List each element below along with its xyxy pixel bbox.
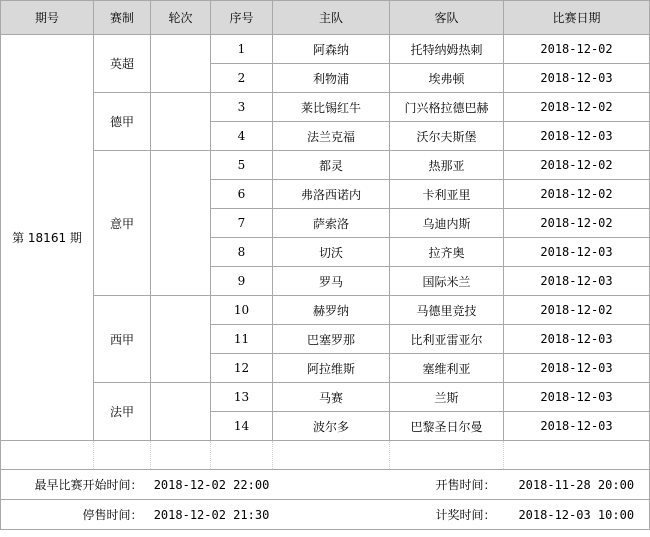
stop-sale-label: 停售时间： — [1, 500, 151, 530]
footer-empty-cell — [273, 470, 390, 500]
match-date-cell: 2018-12-02 — [504, 93, 650, 122]
away-team-cell: 沃尔夫斯堡 — [390, 122, 504, 151]
home-team-cell: 阿森纳 — [273, 35, 390, 64]
away-team-cell: 比利亚雷亚尔 — [390, 325, 504, 354]
away-team-cell: 埃弗顿 — [390, 64, 504, 93]
home-team-cell: 赫罗纳 — [273, 296, 390, 325]
seq-cell: 5 — [211, 151, 273, 180]
away-team-cell: 塞维利亚 — [390, 354, 504, 383]
spacer-row — [1, 441, 650, 470]
away-team-cell: 国际米兰 — [390, 267, 504, 296]
away-team-cell: 托特纳姆热刺 — [390, 35, 504, 64]
header-away: 客队 — [390, 1, 504, 35]
table-row — [1, 93, 650, 122]
round-cell — [151, 383, 211, 441]
seq-cell: 13 — [211, 383, 273, 412]
seq-cell: 3 — [211, 93, 273, 122]
table-row — [1, 151, 650, 180]
round-cell — [151, 151, 211, 296]
home-team-cell: 法兰克福 — [273, 122, 390, 151]
spacer-cell — [151, 441, 211, 470]
table-row — [1, 35, 650, 64]
seq-cell: 10 — [211, 296, 273, 325]
home-team-cell: 切沃 — [273, 238, 390, 267]
match-date-cell: 2018-12-03 — [504, 122, 650, 151]
home-team-cell: 巴塞罗那 — [273, 325, 390, 354]
sale-open-value: 2018-11-28 20:00 — [504, 470, 650, 500]
seq-cell: 12 — [211, 354, 273, 383]
draw-time-label: 计奖时间： — [390, 500, 504, 530]
home-team-cell: 罗马 — [273, 267, 390, 296]
footer-empty-cell — [273, 500, 390, 530]
round-cell — [151, 296, 211, 383]
match-date-cell: 2018-12-03 — [504, 412, 650, 441]
league-cell: 法甲 — [94, 383, 151, 441]
match-date-cell: 2018-12-02 — [504, 151, 650, 180]
match-date-cell: 2018-12-02 — [504, 35, 650, 64]
spacer-cell — [273, 441, 390, 470]
home-team-cell: 波尔多 — [273, 412, 390, 441]
home-team-cell: 利物浦 — [273, 64, 390, 93]
match-date-cell: 2018-12-03 — [504, 267, 650, 296]
seq-cell: 1 — [211, 35, 273, 64]
league-cell: 意甲 — [94, 151, 151, 296]
period-cell: 第 18161 期 — [1, 35, 94, 441]
header-seq: 序号 — [211, 1, 273, 35]
seq-cell: 4 — [211, 122, 273, 151]
header-league: 赛制 — [94, 1, 151, 35]
league-cell: 德甲 — [94, 93, 151, 151]
seq-cell: 2 — [211, 64, 273, 93]
match-date-cell: 2018-12-03 — [504, 354, 650, 383]
away-team-cell: 卡利亚里 — [390, 180, 504, 209]
header-row — [1, 1, 650, 35]
table-row — [1, 383, 650, 412]
match-date-cell: 2018-12-02 — [504, 296, 650, 325]
league-cell: 英超 — [94, 35, 151, 93]
away-team-cell: 马德里竞技 — [390, 296, 504, 325]
earliest-start-value: 2018-12-02 22:00 — [151, 470, 273, 500]
earliest-start-label: 最早比赛开始时间： — [1, 470, 151, 500]
sale-open-label: 开售时间： — [390, 470, 504, 500]
footer-row-earliest — [1, 470, 650, 500]
seq-cell: 8 — [211, 238, 273, 267]
header-date: 比赛日期 — [504, 1, 650, 35]
match-date-cell: 2018-12-03 — [504, 325, 650, 354]
away-team-cell: 乌迪内斯 — [390, 209, 504, 238]
header-home: 主队 — [273, 1, 390, 35]
match-date-cell: 2018-12-02 — [504, 209, 650, 238]
match-date-cell: 2018-12-03 — [504, 64, 650, 93]
round-cell — [151, 35, 211, 93]
home-team-cell: 弗洛西诺内 — [273, 180, 390, 209]
away-team-cell: 拉齐奥 — [390, 238, 504, 267]
home-team-cell: 都灵 — [273, 151, 390, 180]
away-team-cell: 门兴格拉德巴赫 — [390, 93, 504, 122]
spacer-cell — [94, 441, 151, 470]
header-round: 轮次 — [151, 1, 211, 35]
footer-row-stop — [1, 500, 650, 530]
seq-cell: 7 — [211, 209, 273, 238]
draw-time-value: 2018-12-03 10:00 — [504, 500, 650, 530]
league-cell: 西甲 — [94, 296, 151, 383]
home-team-cell: 马赛 — [273, 383, 390, 412]
match-date-cell: 2018-12-03 — [504, 383, 650, 412]
spacer-cell — [211, 441, 273, 470]
header-period: 期号 — [1, 1, 94, 35]
seq-cell: 6 — [211, 180, 273, 209]
stop-sale-value: 2018-12-02 21:30 — [151, 500, 273, 530]
match-date-cell: 2018-12-03 — [504, 238, 650, 267]
spacer-cell — [504, 441, 650, 470]
spacer-cell — [1, 441, 94, 470]
seq-cell: 11 — [211, 325, 273, 354]
spacer-cell — [390, 441, 504, 470]
home-team-cell: 萨索洛 — [273, 209, 390, 238]
away-team-cell: 巴黎圣日尔曼 — [390, 412, 504, 441]
away-team-cell: 兰斯 — [390, 383, 504, 412]
away-team-cell: 热那亚 — [390, 151, 504, 180]
home-team-cell: 莱比锡红牛 — [273, 93, 390, 122]
seq-cell: 14 — [211, 412, 273, 441]
table-row — [1, 296, 650, 325]
round-cell — [151, 93, 211, 151]
home-team-cell: 阿拉维斯 — [273, 354, 390, 383]
match-date-cell: 2018-12-02 — [504, 180, 650, 209]
seq-cell: 9 — [211, 267, 273, 296]
